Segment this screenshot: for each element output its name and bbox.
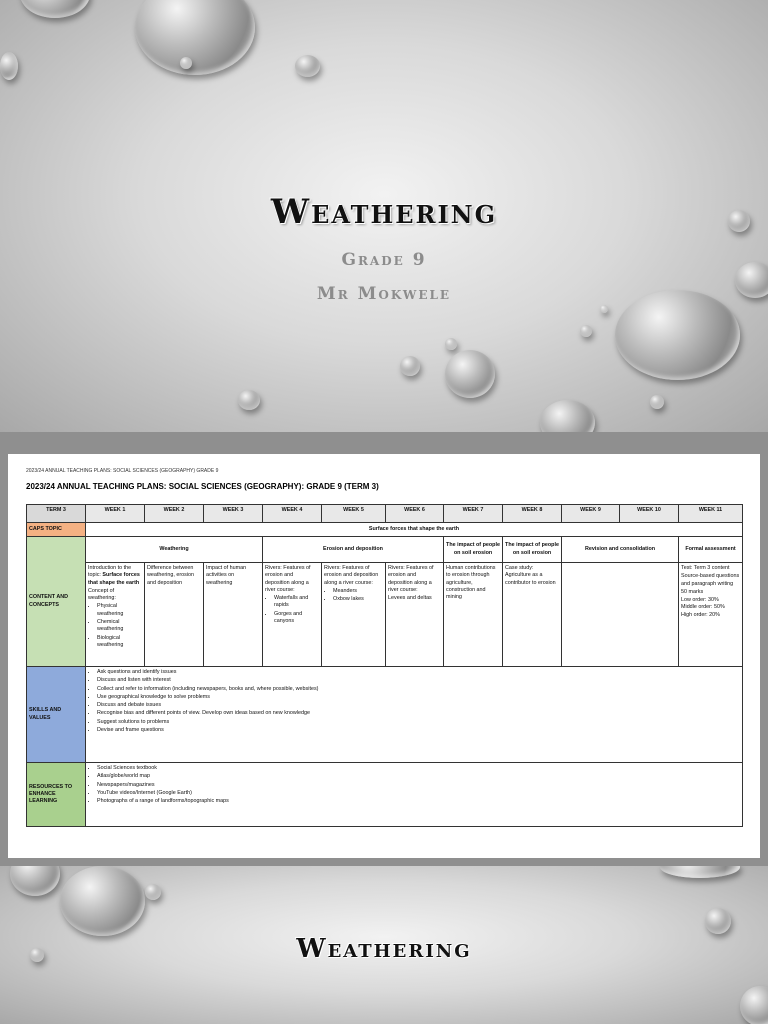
week-header: WEEK 9 — [562, 505, 620, 523]
intro-text: Introduction to the topic: — [88, 565, 132, 579]
content-row — [27, 563, 743, 667]
water-drop-decoration — [295, 55, 320, 77]
water-drop-decoration — [180, 57, 192, 69]
resources-list-cell — [86, 763, 743, 827]
teaching-plan-document — [8, 454, 760, 858]
resources-label: RESOURCES TO ENHANCE LEARNING — [27, 763, 86, 827]
caps-topic-label: CAPS TOPIC — [27, 523, 86, 537]
list-item: • Biological weathering — [97, 635, 142, 650]
week-7-content: Human contributions to erosion through agriculture, construction and mining — [444, 563, 503, 667]
water-drop-decoration — [145, 884, 161, 900]
skill-item: • Collect and refer to information (including newspapers, books and, where possible, websites) — [97, 686, 740, 693]
slide-title: Weathering — [270, 192, 498, 232]
week-header: WEEK 3 — [204, 505, 263, 523]
assessment-line: High order: 20% — [681, 611, 720, 618]
water-drop-decoration — [445, 350, 495, 398]
skill-item: • Ask questions and identify issues — [97, 669, 740, 676]
week-header: WEEK 10 — [620, 505, 679, 523]
resource-item: • Social Sciences textbook — [97, 765, 740, 772]
list-item: • Waterfalls and rapids — [274, 595, 319, 610]
list-item: • Meanders — [333, 588, 383, 595]
list-item: • Gorges and canyons — [274, 611, 319, 626]
rivers-text: Rivers: Features of erosion and deposition along a river course: — [265, 565, 311, 593]
skill-item: • Recognise bias and different points of view. Develop own ideas based on new knowledge — [97, 710, 740, 717]
skills-row — [27, 667, 743, 763]
week-header: WEEK 6 — [386, 505, 444, 523]
assessment-line: Middle order: 50% — [681, 604, 725, 611]
water-drop-decoration — [445, 338, 457, 350]
week-header: WEEK 5 — [322, 505, 386, 523]
water-drop-decoration — [740, 986, 768, 1024]
rivers-text: Rivers: Features of erosion and deposition along a river course: — [324, 565, 379, 586]
water-drop-decoration — [10, 866, 60, 896]
week-header: WEEK 4 — [263, 505, 322, 523]
week-header-row — [27, 505, 743, 523]
week-6-content — [386, 563, 444, 667]
water-drop-decoration — [20, 0, 90, 18]
week-header: WEEK 8 — [503, 505, 562, 523]
skills-values-label: SKILLS AND VALUES — [27, 667, 86, 763]
water-drop-decoration — [705, 908, 731, 934]
week-header: WEEK 1 — [86, 505, 145, 523]
assessment-line: Test: Term 3 content — [681, 565, 730, 571]
topic-row — [27, 537, 743, 563]
week-header: WEEK 2 — [145, 505, 204, 523]
week-8-content: Case study: Agriculture as a contributor to erosion — [503, 563, 562, 667]
intro-topic: Surface forces that shape the earth — [88, 572, 140, 586]
week-1-content — [86, 563, 145, 667]
water-drop-decoration — [580, 325, 592, 337]
water-drop-decoration — [540, 400, 595, 432]
topic-impact: The impact of people on soil erosion — [503, 537, 562, 563]
water-drop-decoration — [650, 395, 664, 409]
week-4-content — [263, 563, 322, 667]
assessment-line: Low order: 30% — [681, 597, 719, 604]
document-title: 2023/24 ANNUAL TEACHING PLANS: SOCIAL SCIENCES (GEOGRAPHY): GRADE 9 (TERM 3) — [26, 482, 379, 491]
water-drop-decoration — [660, 866, 740, 878]
list-item: • Chemical weathering — [97, 619, 142, 634]
week-11-content — [679, 563, 743, 667]
water-drop-decoration — [135, 0, 255, 75]
list-item: • Physical weathering — [97, 603, 142, 618]
rivers-text: Rivers: Features of erosion and deposition along a river course: — [388, 565, 434, 593]
content-concepts-label: CONTENT AND CONCEPTS — [27, 537, 86, 667]
resource-item: • Photographs of a range of landforms/topographic maps — [97, 798, 740, 805]
resources-row — [27, 763, 743, 827]
caps-topic-value: Surface forces that shape the earth — [86, 523, 743, 537]
levees-text: Levees and deltas — [388, 595, 432, 602]
list-item: • Oxbow lakes — [333, 596, 383, 603]
skill-item: • Discuss and listen with interest — [97, 677, 740, 684]
resource-item: • Newspapers/magazines — [97, 782, 740, 789]
topic-erosion: Erosion and deposition — [263, 537, 444, 563]
slide-title: Weathering — [296, 934, 472, 964]
resource-item: • YouTube videos/Internet (Google Earth) — [97, 790, 740, 797]
document-header: 2023/24 ANNUAL TEACHING PLANS: SOCIAL SCIENCES (GEOGRAPHY) GRADE 9 — [26, 468, 219, 474]
skill-item: • Suggest solutions to problems — [97, 719, 740, 726]
water-drop-decoration — [600, 305, 608, 313]
caps-topic-row — [27, 523, 743, 537]
week-header: WEEK 7 — [444, 505, 503, 523]
skill-item: • Use geographical knowledge to solve problems — [97, 694, 740, 701]
topic-impact: The impact of people on soil erosion — [444, 537, 503, 563]
concept-label: Concept of weathering: — [88, 587, 116, 602]
term-label: TERM 3 — [27, 505, 86, 523]
assessment-line: 50 marks — [681, 588, 704, 595]
skill-item: • Devise and frame questions — [97, 727, 740, 734]
water-drop-decoration — [400, 356, 420, 376]
week-3-content: Impact of human activities on weathering — [204, 563, 263, 667]
week-5-content — [322, 563, 386, 667]
revision-content — [562, 563, 679, 667]
water-drop-decoration — [60, 866, 145, 936]
assessment-line: Source-based questions and paragraph writing — [681, 573, 740, 587]
teacher-subtitle: Mr Mokwele — [316, 284, 452, 304]
weathering-slide-preview — [0, 866, 768, 1024]
week-header: WEEK 11 — [679, 505, 743, 523]
skill-item: • Discuss and debate issues — [97, 702, 740, 709]
skills-list-cell — [86, 667, 743, 763]
resource-item: • Atlas/globe/world map — [97, 773, 740, 780]
water-drop-decoration — [0, 52, 18, 80]
topic-weathering: Weathering — [86, 537, 263, 563]
topic-revision: Revision and consolidation — [562, 537, 679, 563]
water-drop-decoration — [238, 390, 260, 410]
teaching-plan-table — [26, 504, 743, 827]
week-2-content: Difference between weathering, erosion and deposition — [145, 563, 204, 667]
topic-formal-assessment: Formal assessment — [679, 537, 743, 563]
teaching-plan-slide — [0, 432, 768, 866]
grade-subtitle: Grade 9 — [341, 250, 427, 270]
title-slide — [0, 0, 768, 432]
